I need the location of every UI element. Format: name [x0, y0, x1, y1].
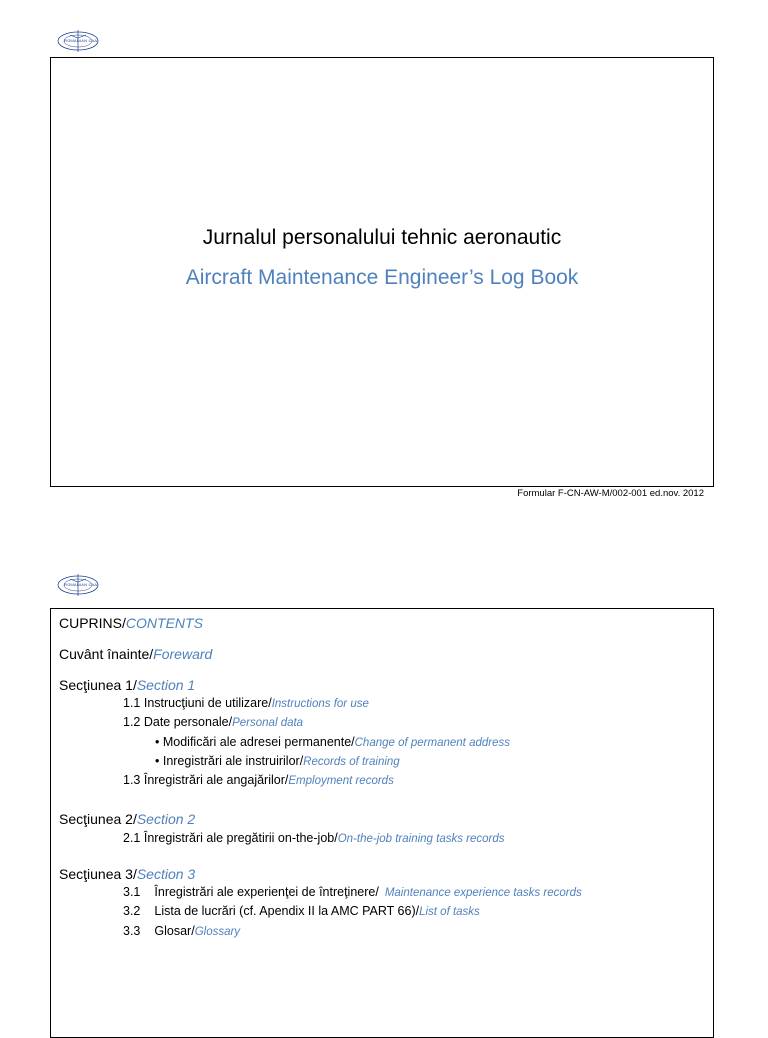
toc-item-3-3-en: Glossary [194, 926, 241, 938]
cover-page-frame [50, 57, 714, 487]
toc-section-3 [59, 866, 195, 882]
toc-item-1-1-ro: 1.1 Instrucţiuni de utilizare/ [123, 696, 272, 710]
toc-section-2-en: Section 2 [136, 811, 196, 827]
toc-section-2-ro: Secţiunea 2/ [59, 811, 137, 827]
toc-item-3-3 [123, 924, 240, 938]
toc-bullet-address-en: Change of permanent address [354, 737, 510, 749]
toc-foreword [59, 646, 212, 662]
logo-text: ROMANIAN CAA [64, 582, 98, 587]
toc-item-1-2 [123, 715, 303, 729]
romanian-caa-logo-2 [56, 571, 100, 599]
contents-heading [59, 615, 203, 631]
contents-page-frame [50, 608, 714, 1038]
toc-bullet-address-ro: • Modificări ale adresei permanente/ [155, 735, 355, 749]
toc-item-1-1-en: Instructions for use [271, 698, 369, 710]
toc-section-2 [59, 811, 195, 827]
contents-heading-en: CONTENTS [125, 615, 203, 631]
toc-item-2-1-ro: 2.1 Înregistrări ale pregătirii on-the-job/ [123, 831, 338, 845]
contents-heading-ro: CUPRINS/ [59, 615, 126, 631]
toc-item-1-3-ro: 1.3 Înregistrări ale angajărilor/ [123, 773, 289, 787]
toc-item-3-3-number: 3.3 [123, 924, 141, 938]
form-code: Formular F-CN-AW-M/002-001 ed.nov. 2012 [517, 488, 704, 499]
logo-text: ROMANIAN CAA [64, 38, 98, 43]
toc-bullet-training [155, 754, 400, 768]
romanian-caa-logo [56, 27, 100, 55]
toc-item-1-1 [123, 696, 369, 710]
toc-bullet-training-en: Records of training [303, 756, 400, 768]
toc-item-3-1 [123, 885, 582, 899]
toc-item-1-2-ro: 1.2 Date personale/ [123, 715, 233, 729]
toc-section-3-en: Section 3 [136, 866, 196, 882]
toc-bullet-training-ro: • Inregistrări ale instruirilor/ [155, 754, 304, 768]
toc-item-1-3-en: Employment records [288, 775, 394, 787]
toc-item-3-1-ro: Înregistrări ale experienţei de întreţinere/ [154, 885, 379, 899]
cover-title-romanian: Jurnalul personalului tehnic aeronautic [202, 226, 562, 249]
toc-section-1 [59, 677, 195, 693]
toc-item-3-2 [123, 904, 480, 918]
cover-title-english: Aircraft Maintenance Engineer’s Log Book [185, 266, 579, 289]
toc-section-1-ro: Secţiunea 1/ [59, 677, 137, 693]
toc-item-3-2-number: 3.2 [123, 904, 141, 918]
toc-item-3-2-ro: Lista de lucrări (cf. Apendix II la AMC PART 66)/ [154, 904, 420, 918]
toc-foreword-ro: Cuvânt înainte/ [59, 646, 154, 662]
toc-item-2-1 [123, 831, 505, 845]
toc-item-3-1-en: Maintenance experience tasks records [384, 887, 582, 899]
toc-item-1-2-en: Personal data [232, 717, 304, 729]
toc-foreword-en: Foreward [153, 646, 213, 662]
toc-item-3-1-number: 3.1 [123, 885, 141, 899]
toc-section-3-ro: Secţiunea 3/ [59, 866, 137, 882]
toc-item-1-3 [123, 773, 394, 787]
toc-bullet-address [155, 735, 510, 749]
toc-item-3-3-ro: Glosar/ [154, 924, 195, 938]
toc-section-1-en: Section 1 [136, 677, 196, 693]
toc-item-3-2-en: List of tasks [419, 906, 480, 918]
toc-item-2-1-en: On-the-job training tasks records [337, 833, 505, 845]
